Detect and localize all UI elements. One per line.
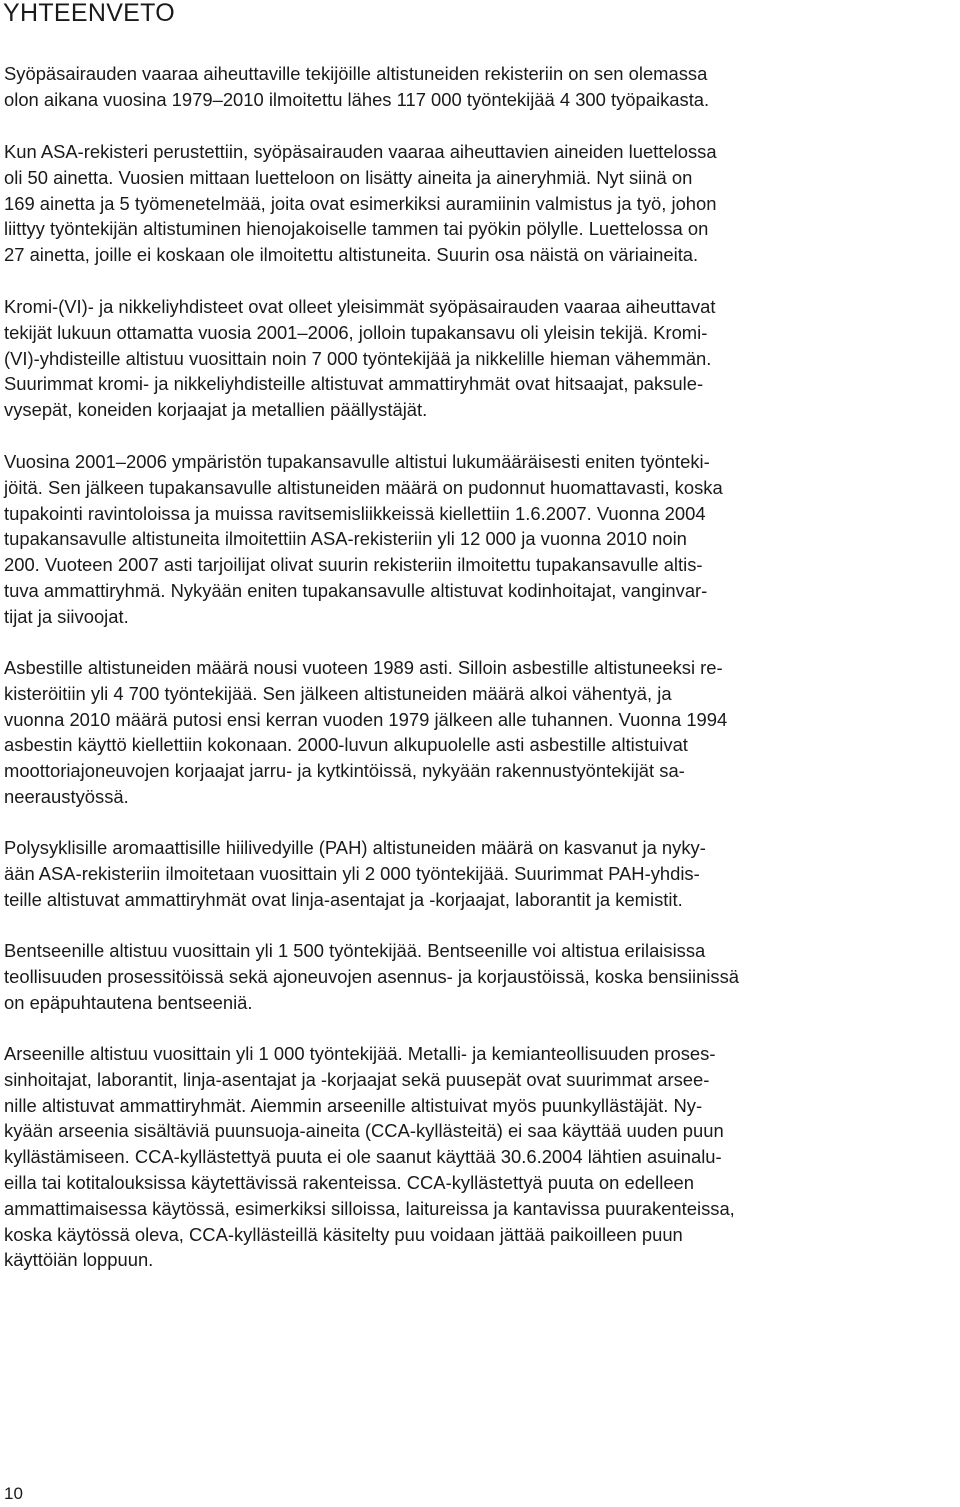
text-line: ään ASA-rekisteriin ilmoitetaan vuosittain yli 2 000 työntekijää. Suurimmat PAH-yhdis-	[4, 862, 700, 884]
text-line: 200. Vuoteen 2007 asti tarjoilijat olivat suurin rekisteriin ilmoitettu tupakansavulle altis-	[4, 554, 703, 576]
text-line: Suurimmat kromi- ja nikkeliyhdisteille altistuvat ammattiryhmät ovat hitsaajat, paksule-	[4, 373, 704, 395]
text-line: tupakointi ravintoloissa ja muissa ravitsemisliikkeissä kiellettiin 1.6.2007. Vuonna 2004	[4, 502, 706, 524]
text-line: olon aikana vuosina 1979–2010 ilmoitettu lähes 117 000 työntekijää 4 300 työpaikasta.	[4, 88, 710, 110]
paragraph-substance-list	[4, 139, 960, 268]
text-line: kyään arseenia sisältäviä puunsuoja-aineita (CCA-kyllästeitä) ei saa käyttää uuden puun	[4, 1120, 724, 1142]
text-line: 169 ainetta ja 5 työmenetelmää, joita ovat esimerkiksi auramiinin valmistus ja työ, johon	[4, 192, 717, 214]
page-number: 10	[4, 1484, 23, 1503]
text-line: Kun ASA-rekisteri perustettiin, syöpäsairauden vaaraa aiheuttavien aineiden luettelossa	[4, 141, 717, 162]
text-line: Arseenille altistuu vuosittain yli 1 000 työntekijää. Metalli- ja kemianteollisuuden proses-	[4, 1043, 716, 1064]
text-line: Kromi-(VI)- ja nikkeliyhdisteet ovat olleet yleisimmät syöpäsairauden vaaraa aiheuttavat	[4, 296, 716, 317]
text-line: tijat ja siivoojat.	[4, 605, 129, 627]
text-line: vuonna 2010 määrä putosi ensi kerran vuoden 1979 jälkeen alle tuhannen. Vuonna 1994	[4, 708, 728, 730]
text-line: Bentseenille altistuu vuosittain yli 1 500 työntekijää. Bentseenille voi altistua erilaisissa	[4, 940, 706, 961]
paragraph-pah	[4, 835, 960, 912]
text-line: teille altistuvat ammattiryhmät ovat linja-asentajat ja -korjaajat, laborantit ja kemistit.	[4, 888, 683, 910]
text-line: Polysyklisille aromaattisille hiilivedyille (PAH) altistuneiden määrä on kasvanut ja nyky-	[4, 837, 706, 858]
text-line: tekijät lukuun ottamatta vuosia 2001–2006, jolloin tupakansavu oli yleisin tekijä. Kromi-	[4, 321, 708, 343]
paragraph-tobacco-smoke	[4, 449, 960, 630]
paragraph-registry-overview	[4, 61, 960, 113]
text-line: tuva ammattiryhmä. Nykyään eniten tupakansavulle altistuvat kodinhoitajat, vanginvar-	[4, 579, 708, 601]
text-line: kisteröitiin yli 4 700 työntekijää. Sen jälkeen altistuneiden määrä alkoi vähentyä, ja	[4, 682, 672, 704]
page-title: YHTEENVETO	[3, 0, 176, 27]
text-line: Vuosina 2001–2006 ympäristön tupakansavulle altistui lukumääräisesti eniten työnteki-	[4, 451, 710, 472]
text-line: ammattimaisessa käytössä, esimerkiksi silloissa, laitureissa ja kantavissa puurakenteissa,	[4, 1197, 735, 1219]
text-line: neeraustyössä.	[4, 785, 129, 807]
text-line: koska käytössä oleva, CCA-kyllästeillä käsitelty puu voidaan jättää paikoilleen puun	[4, 1223, 683, 1245]
text-line: oli 50 ainetta. Vuosien mittaan luetteloon on lisätty aineita ja aineryhmiä. Nyt siinä on	[4, 166, 693, 188]
text-line: (VI)-yhdisteille altistuu vuosittain noin 7 000 työntekijää ja nikkelille hieman vähemmän.	[4, 347, 712, 369]
text-line: jöitä. Sen jälkeen tupakansavulle altistuneiden määrä on pudonnut huomattavasti, koska	[4, 476, 723, 498]
text-line: kyllästämiseen. CCA-kyllästettyä puuta ei ole saanut käyttää 30.6.2004 lähtien asuinalu-	[4, 1146, 722, 1168]
text-line: 27 ainetta, joille ei koskaan ole ilmoitettu altistuneita. Suurin osa näistä on väriaineita.	[4, 244, 699, 266]
text-line: Asbestille altistuneiden määrä nousi vuoteen 1989 asti. Silloin asbestille altistuneeksi re-	[4, 657, 723, 678]
text-line: käyttöiän loppuun.	[4, 1249, 154, 1271]
text-line: tupakansavulle altistuneita ilmoitettiin ASA-rekisteriin yli 12 000 ja vuonna 2010 noin	[4, 528, 687, 550]
text-line: teollisuuden prosessitöissä sekä ajoneuvojen asennus- ja korjaustöissä, koska bensiinissä	[4, 965, 740, 987]
paragraph-chromium-nickel	[4, 294, 960, 423]
paragraph-benzene	[4, 938, 960, 1015]
text-line: vysepät, koneiden korjaajat ja metallien päällystäjät.	[4, 399, 428, 421]
paragraph-asbestos	[4, 655, 960, 810]
text-line: eilla tai kotitalouksissa käytettävissä rakenteissa. CCA-kyllästettyä puuta on edelleen	[4, 1171, 694, 1193]
text-line: moottoriajoneuvojen korjaajat jarru- ja kytkintöissä, nykyään rakennustyöntekijät sa-	[4, 760, 685, 782]
text-line: nille altistuvat ammattiryhmät. Aiemmin arseenille altistuivat myös puunkyllästäjät. Ny-	[4, 1094, 703, 1116]
text-line: sinhoitajat, laborantit, linja-asentajat ja -korjaajat sekä puusepät ovat suurimmat arsee-	[4, 1068, 710, 1090]
paragraph-arsenic	[4, 1041, 960, 1273]
text-line: asbestin käyttö kiellettiin kokonaan. 2000-luvun alkupuolelle asti asbestille altistuivat	[4, 734, 688, 756]
text-line: on epäpuhtautena bentseeniä.	[4, 991, 253, 1013]
text-line: liittyy työntekijän altistuminen hienojakoiselle tammen tai pyökin pölylle. Luettelossa on	[4, 218, 709, 240]
text-line: Syöpäsairauden vaaraa aiheuttaville tekijöille altistuneiden rekisteriin on sen olemassa	[4, 63, 708, 84]
